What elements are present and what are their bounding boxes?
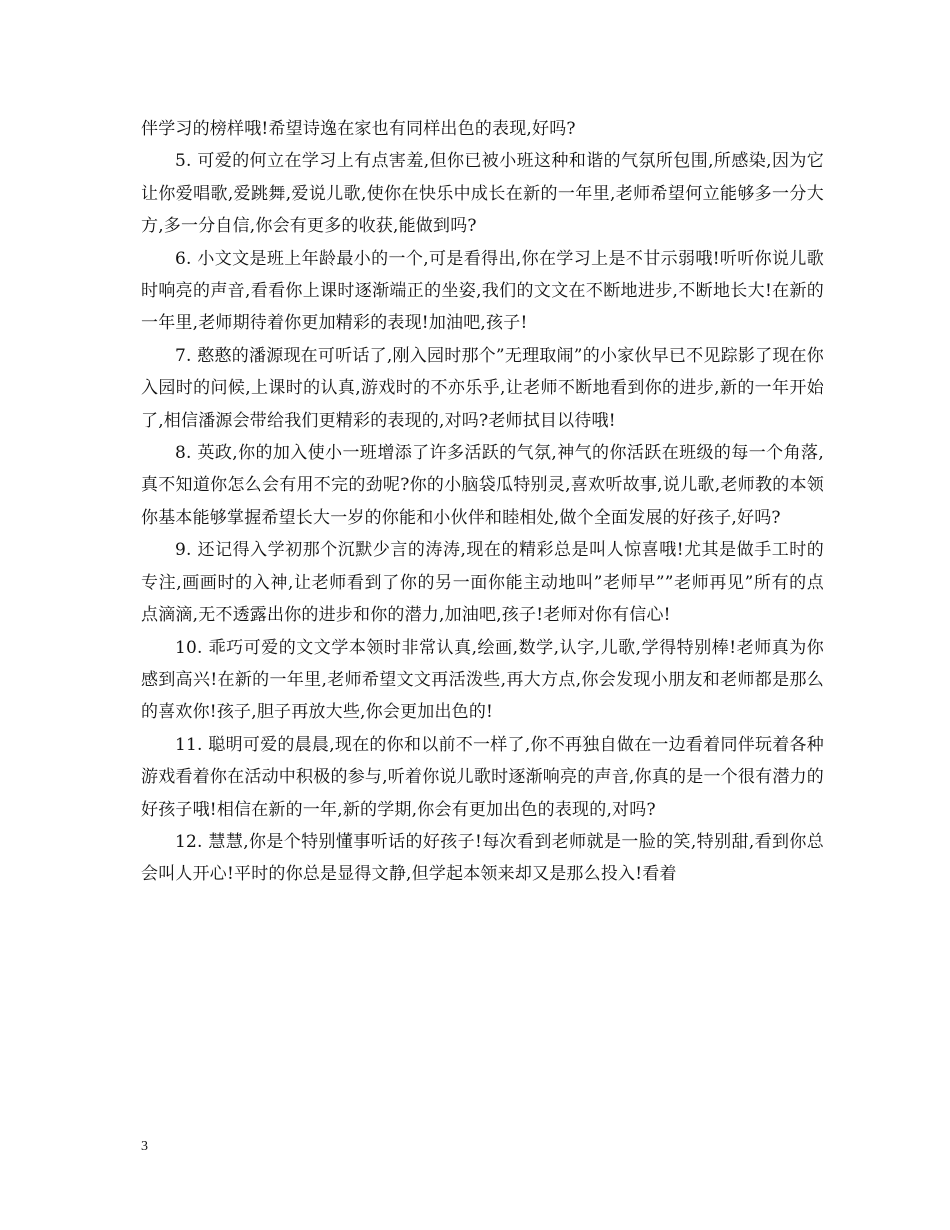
paragraph-item-12: 12. 慧慧,你是个特别懂事听话的好孩子!每次看到老师就是一脸的笑,特别甜,看到你总会叫人开心!平时的你总是显得文静,但学起本领来却又是那么投入!看着 (141, 831, 824, 885)
paragraph-item-5: 5. 可爱的何立在学习上有点害羞,但你已被小班这种和谐的气氛所包围,所感染,因为它让你爱唱歌,爱跳舞,爱说儿歌,使你在快乐中成长在新的一年里,老师希望何立能够多一分大方,多一分自信,你会有更多的收获,能做到吗? (141, 151, 824, 237)
paragraph-item-9: 9. 还记得入学初那个沉默少言的涛涛,现在的精彩总是叫人惊喜哦!尤其是做手工时的专注,画画时的入神,让老师看到了你的另一面你能主动地叫”老师早””老师再见”所有的点点滴滴,无不透露出你的进步和你的潜力,加油吧,孩子!老师对你有信心! (141, 540, 824, 626)
paragraph-item-11: 11. 聪明可爱的晨晨,现在的你和以前不一样了,你不再独自做在一边看着同伴玩着各种游戏看着你在活动中积极的参与,听着你说儿歌时逐渐响亮的声音,你真的是一个很有潜力的好孩子哦!相信在新的一年,新的学期,你会有更加出色的表现的,对吗? (141, 734, 824, 820)
paragraph-continuation: 伴学习的榜样哦!希望诗逸在家也有同样出色的表现,好吗? (141, 119, 576, 139)
document-body (141, 113, 824, 891)
page-number: 3 (141, 1139, 148, 1154)
paragraph-item-7: 7. 憨憨的潘源现在可听话了,刚入园时那个”无理取闹”的小家伙早已不见踪影了现在你入园时的问候,上课时的认真,游戏时的不亦乐乎,让老师不断地看到你的进步,新的一年开始了,相信潘源会带给我们更精彩的表现的,对吗?老师拭目以待哦! (141, 345, 824, 431)
paragraph-item-6: 6. 小文文是班上年龄最小的一个,可是看得出,你在学习上是不甘示弱哦!听听你说儿歌时响亮的声音,看看你上课时逐渐端正的坐姿,我们的文文在不断地进步,不断地长大!在新的一年里,老师期待着你更加精彩的表现!加油吧,孩子! (141, 248, 824, 334)
paragraph-item-10: 10. 乖巧可爱的文文学本领时非常认真,绘画,数学,认字,儿歌,学得特别棒!老师真为你感到高兴!在新的一年里,老师希望文文再活泼些,再大方点,你会发现小朋友和老师都是那么的喜欢你!孩子,胆子再放大些,你会更加出色的! (141, 637, 824, 723)
paragraph-item-8: 8. 英政,你的加入使小一班增添了许多活跃的气氛,神气的你活跃在班级的每一个角落,真不知道你怎么会有用不完的劲呢?你的小脑袋瓜特别灵,喜欢听故事,说儿歌,老师教的本领你基本能够掌握希望长大一岁的你能和小伙伴和睦相处,做个全面发展的好孩子,好吗? (141, 443, 824, 528)
